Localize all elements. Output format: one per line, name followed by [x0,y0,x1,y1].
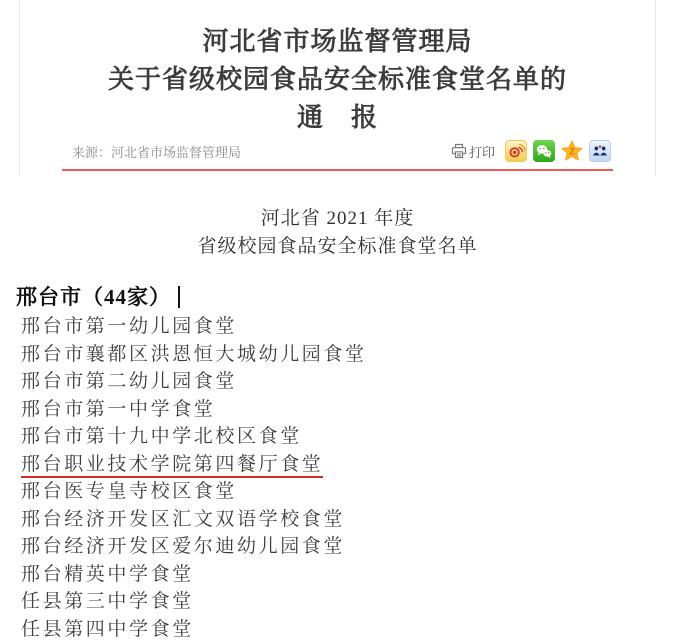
list-item [21,588,675,616]
canteen-name: 任县第三中学食堂 [21,591,194,612]
canteen-name: 邢台经济开发区汇文双语学校食堂 [21,509,345,530]
document-body[interactable] [0,176,675,643]
page-title-line2: 关于省级校园食品安全标准食堂名单的 [20,60,655,98]
list-item [21,533,675,561]
article-source: 来源：河北省市场监督管理局 [72,142,241,161]
doc-subtitle-line1: 河北省 2021 年度 [0,205,675,233]
canteen-name: 邢台经济开发区爱尔迪幼儿园食堂 [21,536,345,557]
people-icon[interactable] [589,140,611,162]
section-heading-text: 邢台市（44家） [16,285,171,309]
canteen-name: 邢台市第十九中学北校区食堂 [21,426,302,447]
canteen-name: 邢台市第一中学食堂 [21,399,215,420]
canteen-name: 邢台职业技术学院第四餐厅食堂 [21,454,323,478]
list-item [21,506,675,534]
canteen-name: 邢台市第二幼儿园食堂 [21,371,237,392]
canteen-name: 邢台医专皇寺校区食堂 [21,481,237,502]
section-heading [0,286,675,309]
list-item [21,341,675,369]
print-button-label: 打印 [469,142,495,161]
print-button[interactable] [451,142,495,161]
list-item [21,313,675,341]
text-cursor [178,286,180,308]
printer-icon [451,143,467,159]
list-item [21,423,675,451]
article-meta-row [72,138,611,164]
list-item [21,561,675,589]
doc-subtitle-line2: 省级校园食品安全标准食堂名单 [0,233,675,261]
list-item [21,478,675,506]
canteen-name: 任县第四中学食堂 [21,619,194,640]
list-item [21,368,675,396]
share-toolbar [451,140,611,162]
weibo-icon[interactable] [505,140,527,162]
header-divider [62,169,613,171]
article-header [19,0,656,176]
qzone-icon[interactable] [561,140,583,162]
svg-text:Z: Z [569,147,575,158]
canteen-list [0,313,675,643]
list-item [21,396,675,424]
page-title-line3: 通 报 [20,98,655,136]
canteen-name: 邢台市第一幼儿园食堂 [21,316,237,337]
page-title-line1: 河北省市场监督管理局 [20,22,655,60]
list-item [21,451,675,479]
list-item [21,616,675,643]
canteen-name: 邢台市襄都区洪恩恒大城幼儿园食堂 [21,344,367,365]
page-title [20,22,655,136]
wechat-icon[interactable] [533,140,555,162]
canteen-name: 邢台精英中学食堂 [21,564,194,585]
